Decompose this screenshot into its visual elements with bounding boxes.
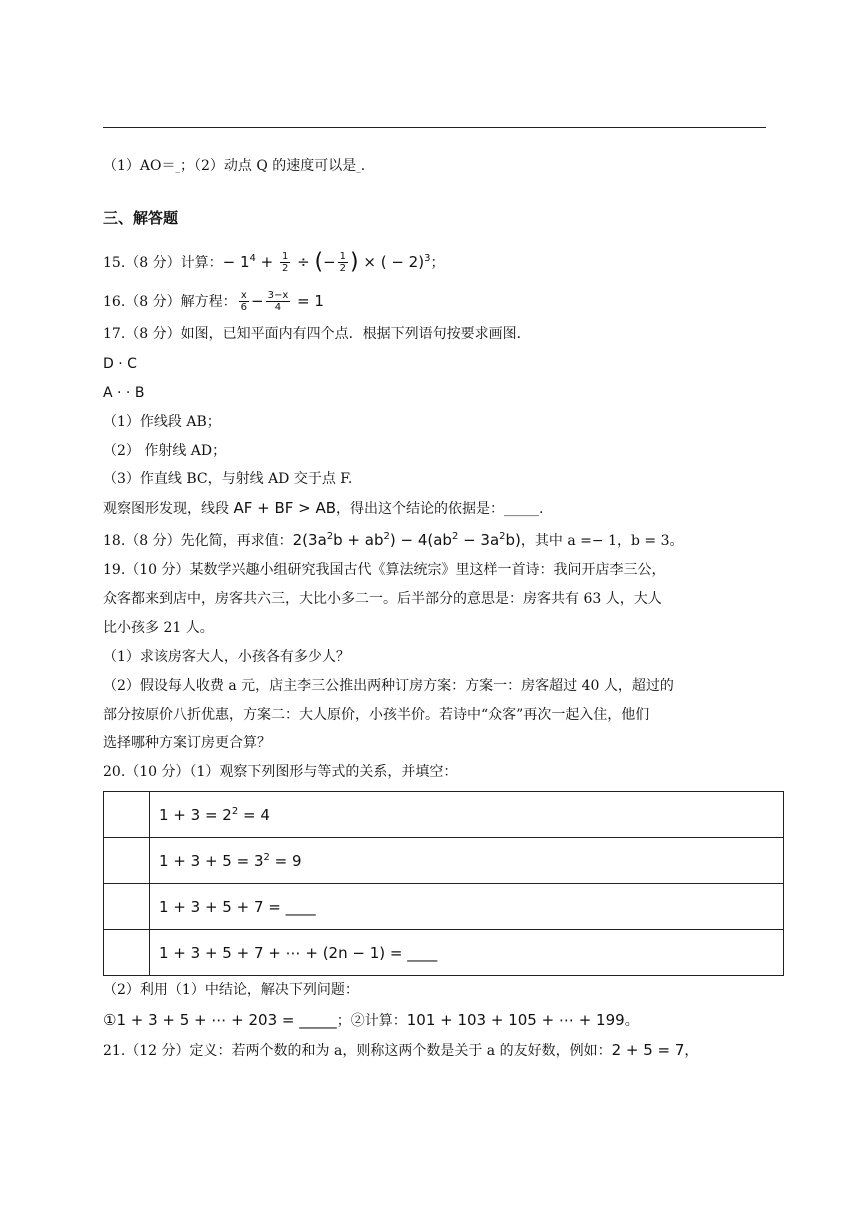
points-ab: A · · B [103,385,145,401]
question-15: 15.（8 分）计算：− $1^4$ + $\frac{1}{2}$ ÷ (− $\frac{1}{2}$ ) × ( − 2)$^3$； [103,249,445,275]
q17-step2: （2） 作射线 AD； [103,443,227,459]
answer-blank: _____ [504,501,540,517]
question-20-part2: （2）利用（1）中结论，解决下列问题： [103,982,359,998]
odd-sum-table [103,791,784,976]
q17-observation: 观察图形发现，线段 AF + BF > AB，得出这个结论的依据是：_____. [103,499,544,517]
question-19-line2: 众客都来到店中，房客共六三，大比小多二一。后半部分的意思是：房客共有 63 人，大人 [103,591,662,607]
fraction: $\frac{1}{2}$ [339,251,347,274]
fraction: $\frac{x}{6}$ [240,290,247,313]
table-row: 1 + 3 + 5 + 7 = ____ [104,884,784,930]
question-19-part2-line2: 部分按原价八折优惠，方案二：大人原价，小孩半价。若诗中“众客”再次一起入住，他们 [103,707,650,723]
q14-part1: （1）AO＝ [103,158,176,174]
fraction: $\frac{3-x}{4}$ [267,290,289,313]
question-20-part2-items: ①1 + 3 + 5 + ⋯ + 203 = _____；②计算：101 + 103 + 105 + ⋯ + 199。 [103,1011,639,1029]
table-row: $1 + 3 = 2^2 = 4$ [104,792,784,838]
question-16: 16.（8 分）解方程： $\frac{x}{6}$ − $\frac{3-x}{4}$ = 1 [103,290,324,313]
question-20: 20.（10 分）（1）观察下列图形与等式的关系，并填空： [103,764,458,780]
answer-blank: ____ [285,897,316,916]
figure-cell [104,792,150,838]
table-row: 1 + 3 + 5 + 7 + ⋯ + (2n − 1) = ____ [104,930,784,976]
question-18: 18.（8 分）先化简，再求值：$2(3a^2b + ab^2) - 4(ab^2 - 3a^2b)$，其中 a =− 1，b = 3。 [103,531,684,549]
question-21: 21.（12 分）定义：若两个数的和为 a，则称这两个数是关于 a 的友好数，例如：2 + 5 = 7， [103,1041,699,1059]
figure-cell [104,838,150,884]
question-19-part2-line1: （2）假设每人收费 a 元，店主李三公推出两种订房方案：方案一：房客超过 40 人，超过的 [103,678,674,694]
section-title: 三、解答题 [103,209,179,227]
fraction: $\frac{1}{2}$ [282,251,289,274]
q17-step3: （3）作直线 BC，与射线 AD 交于点 F. [103,471,353,487]
answer-blank: _____ [299,1011,337,1029]
figure-cell [104,930,150,976]
header-rule [103,127,766,128]
q17-step1: （1）作线段 AB； [103,414,221,430]
table-row: $1 + 3 + 5 = 3^2 = 9$ [104,838,784,884]
q14-part2: ；（2）动点 Q 的速度可以是 [180,158,357,174]
question-19-line3: 比小孩多 21 人。 [103,620,214,636]
question-17: 17.（8 分）如图，已知平面内有四个点．根据下列语句按要求画图． [103,326,531,342]
question-19-part2-line3: 选择哪种方案订房更合算？ [103,735,271,751]
points-dc: D · C [103,356,137,372]
answer-blank: ____ [407,943,438,962]
question-19-part1: （1）求该房客大人，小孩各有多少人？ [103,649,350,665]
figure-cell [104,884,150,930]
q14-answer-line: （1）AO＝_；（2）动点 Q 的速度可以是_. [103,158,366,174]
question-19-line1: 19.（10 分）某数学兴趣小组研究我国古代《算法统宗》里这样一首诗：我问开店李三公， [103,562,666,578]
